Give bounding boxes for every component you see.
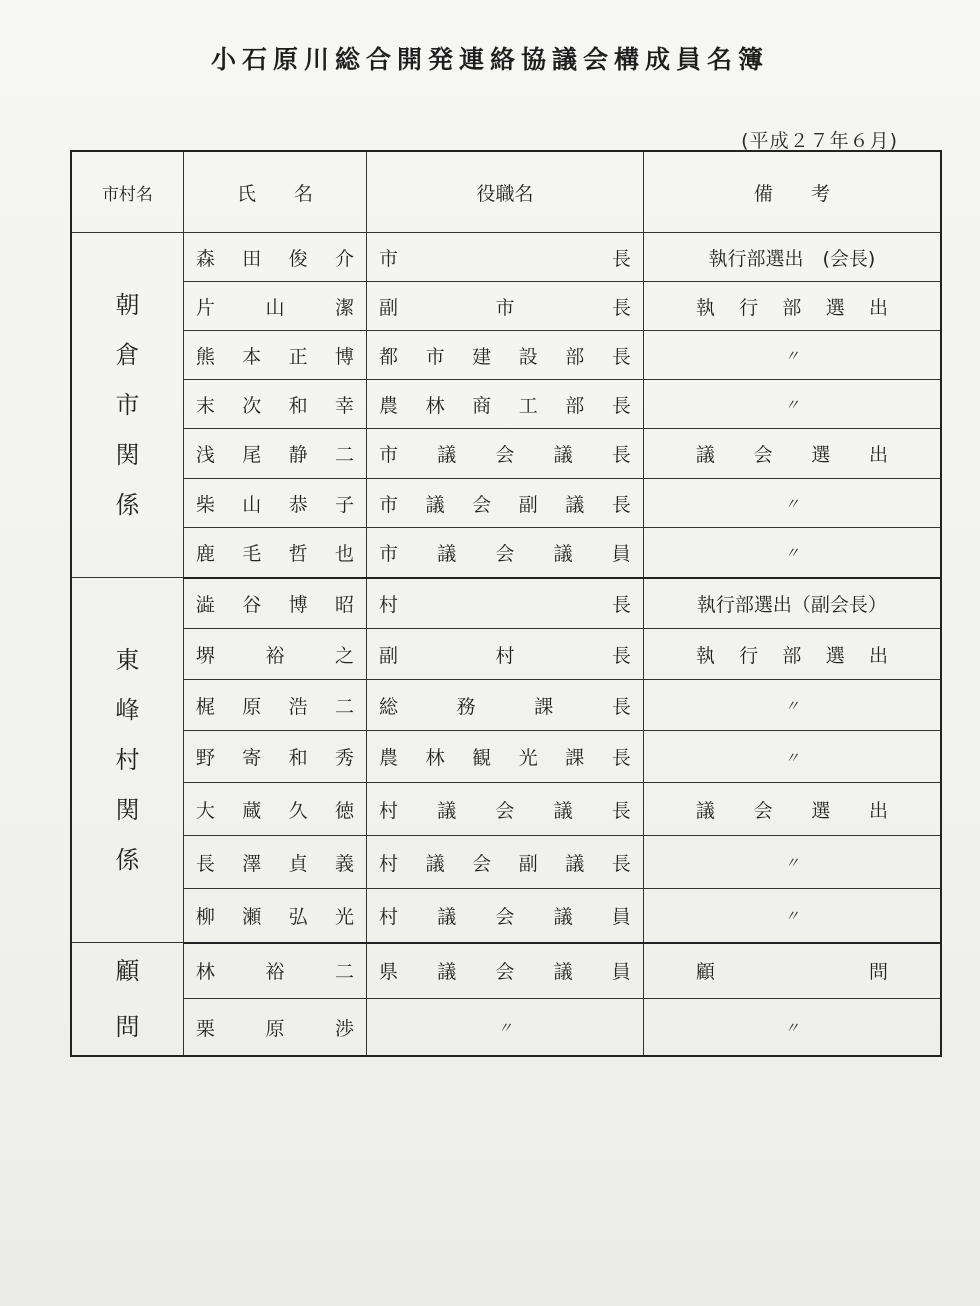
roster-body bbox=[71, 233, 941, 1057]
member-position: 市 議 会 議 長 bbox=[367, 429, 644, 479]
member-position: 市 議 会 副 議 長 bbox=[367, 479, 644, 528]
member-position: 都 市 建 設 部 長 bbox=[367, 331, 644, 380]
member-remarks: 執 行 部 選 出 bbox=[643, 282, 941, 331]
table-row bbox=[71, 731, 941, 783]
member-remarks: 〃 bbox=[643, 528, 941, 578]
member-position: 市 長 bbox=[367, 233, 644, 282]
member-name: 長 澤 貞 義 bbox=[183, 836, 366, 889]
member-remarks: 議 会 選 出 bbox=[643, 783, 941, 836]
member-name: 森 田 俊 介 bbox=[183, 233, 366, 282]
table-row bbox=[71, 629, 941, 680]
member-position: 〃 bbox=[367, 999, 644, 1056]
header-name: 氏 名 bbox=[183, 151, 366, 233]
member-remarks: 〃 bbox=[643, 731, 941, 783]
member-position: 副 村 長 bbox=[367, 629, 644, 680]
table-row bbox=[71, 282, 941, 331]
member-name: 柳 瀬 弘 光 bbox=[183, 889, 366, 943]
member-position: 村 議 会 議 員 bbox=[367, 889, 644, 943]
table-row bbox=[71, 479, 941, 528]
member-name: 末 次 和 幸 bbox=[183, 380, 366, 429]
member-position: 副 市 長 bbox=[367, 282, 644, 331]
member-remarks: 〃 bbox=[643, 889, 941, 943]
table-row bbox=[71, 331, 941, 380]
member-remarks: 執 行 部 選 出 bbox=[643, 629, 941, 680]
member-name: 栗 原 渉 bbox=[183, 999, 366, 1056]
member-remarks: 〃 bbox=[643, 331, 941, 380]
table-row bbox=[71, 836, 941, 889]
table-row bbox=[71, 233, 941, 282]
group-label-cell bbox=[71, 943, 183, 1057]
member-name: 梶 原 浩 二 bbox=[183, 680, 366, 731]
group-label-cell bbox=[71, 578, 183, 943]
member-remarks: 議 会 選 出 bbox=[643, 429, 941, 479]
group-label: 朝 倉 市 関 係 bbox=[115, 291, 140, 519]
member-name: 大 蔵 久 徳 bbox=[183, 783, 366, 836]
member-name: 熊 本 正 博 bbox=[183, 331, 366, 380]
table-row bbox=[71, 429, 941, 479]
member-name: 柴 山 恭 子 bbox=[183, 479, 366, 528]
member-name: 澁 谷 博 昭 bbox=[183, 578, 366, 629]
member-name: 林 裕 二 bbox=[183, 943, 366, 999]
table-row bbox=[71, 380, 941, 429]
group-label: 東 峰 村 関 係 bbox=[115, 646, 140, 874]
member-remarks: 顧 問 bbox=[643, 943, 941, 999]
member-remarks: 〃 bbox=[643, 380, 941, 429]
group-label-cell bbox=[71, 233, 183, 578]
table-row bbox=[71, 889, 941, 943]
member-position: 村 議 会 議 長 bbox=[367, 783, 644, 836]
member-name: 浅 尾 静 二 bbox=[183, 429, 366, 479]
member-name: 片 山 潔 bbox=[183, 282, 366, 331]
table-row bbox=[71, 578, 941, 629]
table-row bbox=[71, 999, 941, 1056]
member-position: 県 議 会 議 員 bbox=[367, 943, 644, 999]
member-position: 農 林 商 工 部 長 bbox=[367, 380, 644, 429]
member-name: 堺 裕 之 bbox=[183, 629, 366, 680]
table-row bbox=[71, 528, 941, 578]
document-date: (平成２７年６月) bbox=[741, 130, 898, 152]
header-municipality: 市村名 bbox=[71, 151, 183, 233]
table-row bbox=[71, 783, 941, 836]
group-label: 顧 問 bbox=[115, 957, 140, 1041]
member-roster-table bbox=[70, 150, 942, 1057]
member-remarks: 〃 bbox=[643, 479, 941, 528]
member-name: 野 寄 和 秀 bbox=[183, 731, 366, 783]
member-position: 村 長 bbox=[367, 578, 644, 629]
member-remarks: 〃 bbox=[643, 680, 941, 731]
table-row bbox=[71, 943, 941, 999]
member-remarks: 執行部選出（副会長） bbox=[643, 578, 941, 629]
table-row bbox=[71, 680, 941, 731]
header-position: 役職名 bbox=[367, 151, 644, 233]
member-remarks: 〃 bbox=[643, 836, 941, 889]
member-remarks: 執行部選出 (会長) bbox=[643, 233, 941, 282]
member-position: 村 議 会 副 議 長 bbox=[367, 836, 644, 889]
header-row bbox=[71, 151, 941, 233]
document-title: 小石原川総合開発連絡協議会構成員名簿 bbox=[210, 45, 769, 74]
member-position: 市 議 会 議 員 bbox=[367, 528, 644, 578]
header-remarks: 備 考 bbox=[643, 151, 941, 233]
member-name: 鹿 毛 哲 也 bbox=[183, 528, 366, 578]
member-remarks: 〃 bbox=[643, 999, 941, 1056]
member-position: 総 務 課 長 bbox=[367, 680, 644, 731]
member-position: 農 林 観 光 課 長 bbox=[367, 731, 644, 783]
